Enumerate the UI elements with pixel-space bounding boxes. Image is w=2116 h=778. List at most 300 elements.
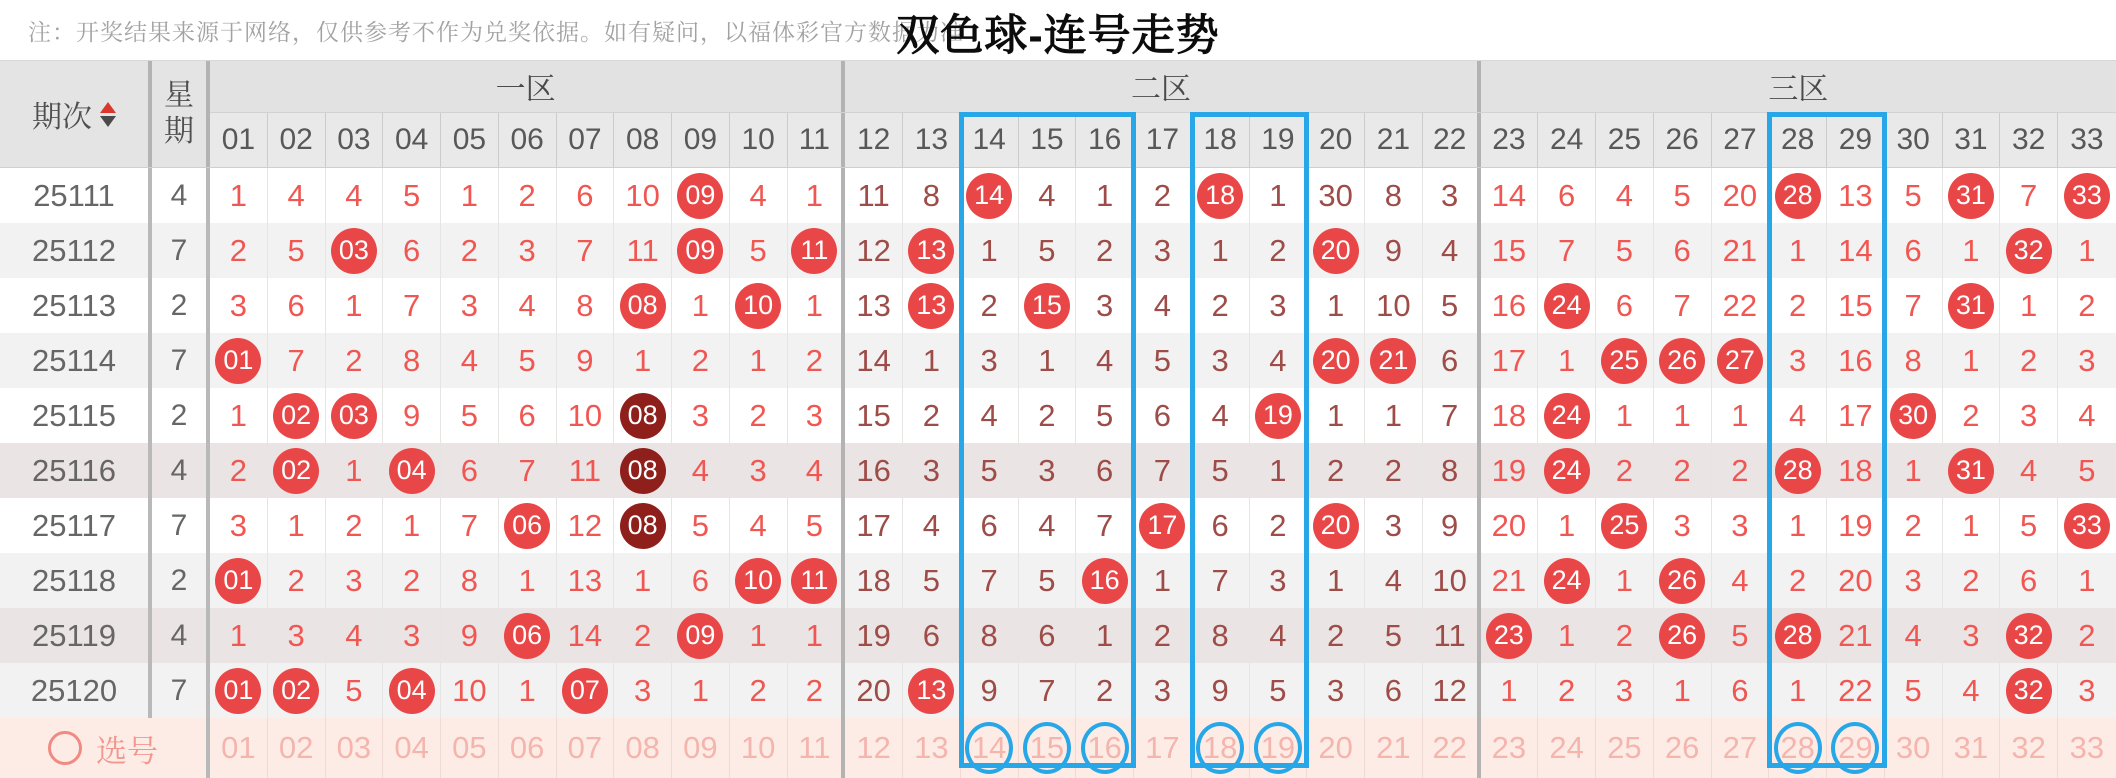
selector-number-25[interactable]: 25 xyxy=(1607,730,1642,765)
miss-count: 2 xyxy=(287,562,305,598)
cell-25119-16 xyxy=(1076,608,1134,663)
ball-red: 25 xyxy=(1601,338,1647,384)
cell-25113-06 xyxy=(499,278,557,333)
selector-number-27[interactable]: 27 xyxy=(1722,730,1758,765)
miss-count: 16 xyxy=(856,452,891,488)
ball-red: 06 xyxy=(504,613,550,659)
week-cell: 4 xyxy=(152,443,210,498)
miss-count: 4 xyxy=(518,287,536,323)
selector-cell-21[interactable] xyxy=(1365,718,1423,778)
ball-red: 26 xyxy=(1659,613,1705,659)
cell-25112-30 xyxy=(1885,223,1943,278)
cell-25114-32 xyxy=(2000,333,2058,388)
miss-count: 5 xyxy=(345,672,363,708)
selector-cell-28[interactable] xyxy=(1769,718,1827,778)
column-header-12: 12 xyxy=(845,113,903,167)
selector-number-08[interactable]: 08 xyxy=(625,730,660,765)
miss-count: 14 xyxy=(856,342,891,378)
selector-cell-03[interactable] xyxy=(326,718,384,778)
miss-count: 1 xyxy=(805,177,823,213)
selector-cell-23[interactable] xyxy=(1481,718,1539,778)
cell-25111-23 xyxy=(1481,168,1539,223)
miss-count: 11 xyxy=(857,177,890,213)
selector-cell-24[interactable] xyxy=(1538,718,1596,778)
selector-number-20[interactable]: 20 xyxy=(1318,730,1353,765)
selector-number-19[interactable]: 19 xyxy=(1254,722,1302,774)
selector-number-02[interactable]: 02 xyxy=(278,730,314,765)
cell-25118-22 xyxy=(1423,553,1481,608)
selector-cell-10[interactable] xyxy=(730,718,788,778)
miss-count: 4 xyxy=(2078,397,2096,433)
ball-red: 24 xyxy=(1544,448,1590,494)
miss-count: 5 xyxy=(980,452,998,488)
cell-25117-20 xyxy=(1307,498,1365,553)
selector-cell-11[interactable] xyxy=(788,718,846,778)
cell-25116-32 xyxy=(2000,443,2058,498)
cell-25115-02 xyxy=(268,388,326,443)
cell-25118-10 xyxy=(730,553,788,608)
selector-cell-15[interactable] xyxy=(1019,718,1077,778)
miss-count: 5 xyxy=(1904,177,1922,213)
cell-25112-08 xyxy=(614,223,672,278)
miss-count: 2 xyxy=(1615,452,1633,488)
selector-cell-16[interactable] xyxy=(1076,718,1134,778)
column-header-03: 03 xyxy=(326,113,384,167)
miss-count: 5 xyxy=(1384,617,1402,653)
miss-count: 12 xyxy=(567,507,603,543)
column-header-21: 21 xyxy=(1365,113,1423,167)
selector-number-12[interactable]: 12 xyxy=(856,730,891,765)
miss-count: 1 xyxy=(749,342,767,378)
cell-25115-18 xyxy=(1192,388,1250,443)
miss-count: 3 xyxy=(1962,617,1980,653)
selector-cell-05[interactable] xyxy=(441,718,499,778)
selector-number-18[interactable]: 18 xyxy=(1196,722,1244,774)
miss-count: 1 xyxy=(1384,397,1402,433)
selector-cell-08[interactable] xyxy=(614,718,672,778)
miss-count: 2 xyxy=(1615,617,1633,653)
cell-25114-28 xyxy=(1769,333,1827,388)
ball-red: 32 xyxy=(2006,613,2052,659)
cell-25113-25 xyxy=(1596,278,1654,333)
cell-25113-09 xyxy=(672,278,730,333)
miss-count: 1 xyxy=(1269,452,1287,488)
miss-count: 6 xyxy=(1731,672,1749,708)
miss-count: 2 xyxy=(2078,287,2096,323)
miss-count: 4 xyxy=(460,342,478,378)
cell-25118-25 xyxy=(1596,553,1654,608)
ball-red: 14 xyxy=(966,173,1012,219)
miss-count: 10 xyxy=(625,177,660,213)
miss-count: 1 xyxy=(691,287,709,323)
selector-number-24[interactable]: 24 xyxy=(1549,730,1584,765)
cell-25118-29 xyxy=(1827,553,1885,608)
selector-cell-31[interactable] xyxy=(1943,718,2001,778)
miss-count: 3 xyxy=(2078,342,2096,378)
miss-count: 1 xyxy=(1789,507,1807,543)
miss-count: 3 xyxy=(460,287,478,323)
selector-number-31[interactable]: 31 xyxy=(1953,730,1989,765)
cell-25118-16 xyxy=(1076,553,1134,608)
week-cell: 2 xyxy=(152,553,210,608)
selector-number-17[interactable]: 17 xyxy=(1145,730,1180,765)
cell-25118-06 xyxy=(499,553,557,608)
cell-25119-24 xyxy=(1538,608,1596,663)
cell-25118-31 xyxy=(1943,553,2001,608)
cell-25120-32 xyxy=(2000,663,2058,718)
miss-count: 6 xyxy=(576,177,594,213)
ball-red: 33 xyxy=(2064,173,2110,219)
cell-25116-28 xyxy=(1769,443,1827,498)
cell-25116-30 xyxy=(1885,443,1943,498)
cell-25117-33 xyxy=(2058,498,2116,553)
selector-number-01[interactable]: 01 xyxy=(221,730,256,765)
ball-red: 31 xyxy=(1948,283,1994,329)
cell-25111-17 xyxy=(1134,168,1192,223)
selector-number-09[interactable]: 09 xyxy=(683,730,718,765)
selector-cell-09[interactable] xyxy=(672,718,730,778)
miss-count: 14 xyxy=(1491,177,1527,213)
selector-number-11[interactable]: 11 xyxy=(798,730,831,765)
column-header-11: 11 xyxy=(788,113,846,167)
miss-count: 3 xyxy=(2020,397,2038,433)
cell-25111-04 xyxy=(383,168,441,223)
selector-cell-02[interactable] xyxy=(268,718,326,778)
table-row-25113 xyxy=(0,278,2116,333)
ball-red: 09 xyxy=(677,173,723,219)
selector-number-32[interactable]: 32 xyxy=(2011,730,2046,765)
column-header-06: 06 xyxy=(499,113,557,167)
miss-count: 14 xyxy=(1838,232,1873,268)
selector-number-28[interactable]: 28 xyxy=(1774,722,1822,774)
cell-25117-30 xyxy=(1885,498,1943,553)
miss-count: 1 xyxy=(1211,232,1229,268)
cell-25116-15 xyxy=(1019,443,1077,498)
selector-cell-30[interactable] xyxy=(1885,718,1943,778)
selector-number-03[interactable]: 03 xyxy=(336,730,372,765)
selector-number-21[interactable]: 21 xyxy=(1376,730,1411,765)
cell-25112-16 xyxy=(1076,223,1134,278)
miss-count: 7 xyxy=(460,507,478,543)
ball-red: 10 xyxy=(735,558,781,604)
miss-count: 1 xyxy=(403,507,421,543)
cell-25113-32 xyxy=(2000,278,2058,333)
week-cell: 7 xyxy=(152,223,210,278)
cell-25117-03 xyxy=(326,498,384,553)
period-cell: 25120 xyxy=(0,663,152,718)
miss-count: 1 xyxy=(1327,287,1345,323)
miss-count: 2 xyxy=(1096,232,1114,268)
ball-red: 07 xyxy=(562,668,608,714)
cell-25120-14 xyxy=(961,663,1019,718)
selector-cell-06[interactable] xyxy=(499,718,557,778)
cell-25112-20 xyxy=(1307,223,1365,278)
period-cell: 25111 xyxy=(0,168,152,223)
selector-number-26[interactable]: 26 xyxy=(1664,730,1700,765)
cell-25118-26 xyxy=(1654,553,1712,608)
miss-count: 11 xyxy=(1433,617,1466,653)
miss-count: 4 xyxy=(345,617,363,653)
selector-numbers xyxy=(210,718,2116,778)
cell-25111-21 xyxy=(1365,168,1423,223)
selector-number-33[interactable]: 33 xyxy=(2069,730,2105,765)
cell-25112-31 xyxy=(1943,223,2001,278)
selector-cell-17[interactable] xyxy=(1134,718,1192,778)
ball-red: 09 xyxy=(677,613,723,659)
miss-count: 2 xyxy=(691,342,709,378)
selector-cell-20[interactable] xyxy=(1307,718,1365,778)
cell-25119-04 xyxy=(383,608,441,663)
ball-red: 23 xyxy=(1486,613,1532,659)
cell-25119-28 xyxy=(1769,608,1827,663)
miss-count: 9 xyxy=(980,672,998,708)
selector-number-13[interactable]: 13 xyxy=(914,730,949,765)
table-row-25116 xyxy=(0,443,2116,498)
cell-25119-12 xyxy=(845,608,903,663)
cell-25115-03 xyxy=(326,388,384,443)
cell-25114-23 xyxy=(1481,333,1539,388)
selector-number-10[interactable]: 10 xyxy=(740,730,776,765)
cell-25117-07 xyxy=(557,498,615,553)
miss-count: 8 xyxy=(980,617,998,653)
cell-25114-04 xyxy=(383,333,441,388)
cell-25113-13 xyxy=(903,278,961,333)
column-header-28: 28 xyxy=(1769,113,1827,167)
cell-25115-22 xyxy=(1423,388,1481,443)
zone-header-1: 一区 xyxy=(210,61,845,112)
miss-count: 1 xyxy=(229,617,247,653)
cell-25116-10 xyxy=(730,443,788,498)
cell-25113-07 xyxy=(557,278,615,333)
cell-25120-06 xyxy=(499,663,557,718)
cell-25114-18 xyxy=(1192,333,1250,388)
selector-number-30[interactable]: 30 xyxy=(1895,730,1931,765)
cell-25116-18 xyxy=(1192,443,1250,498)
cell-25113-08 xyxy=(614,278,672,333)
cell-25115-04 xyxy=(383,388,441,443)
cell-25114-19 xyxy=(1250,333,1308,388)
selector-cell-18[interactable] xyxy=(1192,718,1250,778)
cell-25112-17 xyxy=(1134,223,1192,278)
selector-cell-29[interactable] xyxy=(1827,718,1885,778)
cell-25118-01 xyxy=(210,553,268,608)
selector-number-22[interactable]: 22 xyxy=(1432,730,1467,765)
selector-cell-14[interactable] xyxy=(961,718,1019,778)
sort-control[interactable] xyxy=(100,102,116,127)
cell-25113-27 xyxy=(1712,278,1770,333)
selector-cell-32[interactable] xyxy=(2000,718,2058,778)
selector-cell-04[interactable] xyxy=(383,718,441,778)
table-header xyxy=(0,60,2116,168)
ball-dark: 08 xyxy=(620,503,666,549)
week-cell: 4 xyxy=(152,168,210,223)
selector-number-14[interactable]: 14 xyxy=(965,722,1013,774)
column-header-02: 02 xyxy=(268,113,326,167)
cell-25119-31 xyxy=(1943,608,2001,663)
selector-cell-07[interactable] xyxy=(557,718,615,778)
cell-25114-10 xyxy=(730,333,788,388)
miss-count: 1 xyxy=(1269,177,1287,213)
miss-count: 21 xyxy=(1838,617,1873,653)
cell-25114-22 xyxy=(1423,333,1481,388)
ball-red: 20 xyxy=(1313,228,1359,274)
selector-number-16[interactable]: 16 xyxy=(1081,722,1129,774)
cell-25119-10 xyxy=(730,608,788,663)
cell-25120-20 xyxy=(1307,663,1365,718)
cell-25113-05 xyxy=(441,278,499,333)
selector-cell-26[interactable] xyxy=(1654,718,1712,778)
ball-red: 31 xyxy=(1948,173,1994,219)
selector-cell-22[interactable] xyxy=(1423,718,1481,778)
miss-count: 2 xyxy=(1673,452,1691,488)
ball-red: 01 xyxy=(215,668,261,714)
cell-25120-24 xyxy=(1538,663,1596,718)
cell-25112-06 xyxy=(499,223,557,278)
column-header-27: 27 xyxy=(1712,113,1770,167)
cell-25117-18 xyxy=(1192,498,1250,553)
number-selector-row xyxy=(0,718,2116,778)
miss-count: 1 xyxy=(980,232,998,268)
miss-count: 1 xyxy=(1500,672,1518,708)
column-header-20: 20 xyxy=(1307,113,1365,167)
miss-count: 5 xyxy=(1096,397,1114,433)
ball-red: 26 xyxy=(1659,338,1705,384)
miss-count: 3 xyxy=(1153,672,1171,708)
sort-asc-icon[interactable] xyxy=(100,102,116,113)
cell-25117-11 xyxy=(788,498,846,553)
selector-cell-12[interactable] xyxy=(845,718,903,778)
cell-25115-32 xyxy=(2000,388,2058,443)
cell-25112-03 xyxy=(326,223,384,278)
miss-count: 5 xyxy=(922,562,940,598)
ball-red: 04 xyxy=(389,448,435,494)
miss-count: 1 xyxy=(1615,397,1633,433)
selector-number-15[interactable]: 15 xyxy=(1023,722,1071,774)
selector-number-06[interactable]: 06 xyxy=(509,730,545,765)
miss-count: 8 xyxy=(922,177,940,213)
miss-count: 8 xyxy=(1904,342,1922,378)
cell-25116-08 xyxy=(614,443,672,498)
miss-count: 5 xyxy=(691,507,709,543)
miss-count: 6 xyxy=(1441,342,1459,378)
miss-count: 2 xyxy=(2078,617,2096,653)
miss-count: 9 xyxy=(460,617,478,653)
miss-count: 2 xyxy=(1269,507,1287,543)
period-cell: 25113 xyxy=(0,278,152,333)
selector-number-23[interactable]: 23 xyxy=(1491,730,1527,765)
ball-red: 09 xyxy=(677,228,723,274)
table-row-25111 xyxy=(0,168,2116,223)
selector-cell-25[interactable] xyxy=(1596,718,1654,778)
selector-cell-19[interactable] xyxy=(1250,718,1308,778)
miss-count: 15 xyxy=(1838,287,1873,323)
period-column-header[interactable] xyxy=(0,61,152,167)
cell-25117-17 xyxy=(1134,498,1192,553)
ball-red: 13 xyxy=(908,668,954,714)
selector-cell-13[interactable] xyxy=(903,718,961,778)
cell-25113-23 xyxy=(1481,278,1539,333)
miss-count: 19 xyxy=(856,617,891,653)
cell-25112-22 xyxy=(1423,223,1481,278)
cell-25114-05 xyxy=(441,333,499,388)
selector-number-07[interactable]: 07 xyxy=(567,730,603,765)
cell-25116-22 xyxy=(1423,443,1481,498)
cell-25118-32 xyxy=(2000,553,2058,608)
cell-25116-31 xyxy=(1943,443,2001,498)
cell-25120-01 xyxy=(210,663,268,718)
miss-count: 2 xyxy=(460,232,478,268)
table-row-25114 xyxy=(0,333,2116,388)
cell-25114-14 xyxy=(961,333,1019,388)
cell-25115-09 xyxy=(672,388,730,443)
selector-cell-01[interactable] xyxy=(210,718,268,778)
cell-25116-14 xyxy=(961,443,1019,498)
ball-red: 16 xyxy=(1082,558,1128,604)
cell-25119-33 xyxy=(2058,608,2116,663)
cell-25113-29 xyxy=(1827,278,1885,333)
selector-number-29[interactable]: 29 xyxy=(1831,722,1879,774)
cell-25112-32 xyxy=(2000,223,2058,278)
miss-count: 4 xyxy=(691,452,709,488)
cell-25119-02 xyxy=(268,608,326,663)
week-cell: 7 xyxy=(152,498,210,553)
miss-count: 8 xyxy=(1211,617,1229,653)
selector-number-04[interactable]: 04 xyxy=(394,730,429,765)
selector-cell-33[interactable] xyxy=(2058,718,2116,778)
miss-count: 17 xyxy=(856,507,891,543)
selector-label-cell xyxy=(0,718,210,778)
cell-25116-01 xyxy=(210,443,268,498)
cell-25114-02 xyxy=(268,333,326,388)
miss-count: 4 xyxy=(1153,287,1171,323)
cell-25119-09 xyxy=(672,608,730,663)
column-header-18: 18 xyxy=(1192,113,1250,167)
cell-25116-27 xyxy=(1712,443,1770,498)
cell-25120-04 xyxy=(383,663,441,718)
cell-25119-21 xyxy=(1365,608,1423,663)
miss-count: 10 xyxy=(1376,287,1411,323)
miss-count: 6 xyxy=(1615,287,1633,323)
miss-count: 17 xyxy=(1838,397,1873,433)
cell-25118-19 xyxy=(1250,553,1308,608)
cell-25117-19 xyxy=(1250,498,1308,553)
week-cell: 7 xyxy=(152,333,210,388)
week-cell: 4 xyxy=(152,608,210,663)
cell-25114-07 xyxy=(557,333,615,388)
miss-count: 1 xyxy=(1673,672,1691,708)
sort-desc-icon[interactable] xyxy=(100,116,116,127)
column-header-25: 25 xyxy=(1596,113,1654,167)
miss-count: 5 xyxy=(1904,672,1922,708)
miss-count: 3 xyxy=(1269,562,1287,598)
cell-25120-12 xyxy=(845,663,903,718)
selector-number-05[interactable]: 05 xyxy=(452,730,487,765)
miss-count: 2 xyxy=(2020,342,2038,378)
cell-25115-33 xyxy=(2058,388,2116,443)
cell-25120-31 xyxy=(1943,663,2001,718)
cell-25117-32 xyxy=(2000,498,2058,553)
cell-25116-05 xyxy=(441,443,499,498)
miss-count: 2 xyxy=(1269,232,1287,268)
cell-25117-15 xyxy=(1019,498,1077,553)
miss-count: 1 xyxy=(287,507,305,543)
selector-cell-27[interactable] xyxy=(1712,718,1770,778)
miss-count: 2 xyxy=(1153,177,1171,213)
column-header-10: 10 xyxy=(730,113,788,167)
cell-25114-16 xyxy=(1076,333,1134,388)
miss-count: 1 xyxy=(2020,287,2038,323)
cell-25118-15 xyxy=(1019,553,1077,608)
